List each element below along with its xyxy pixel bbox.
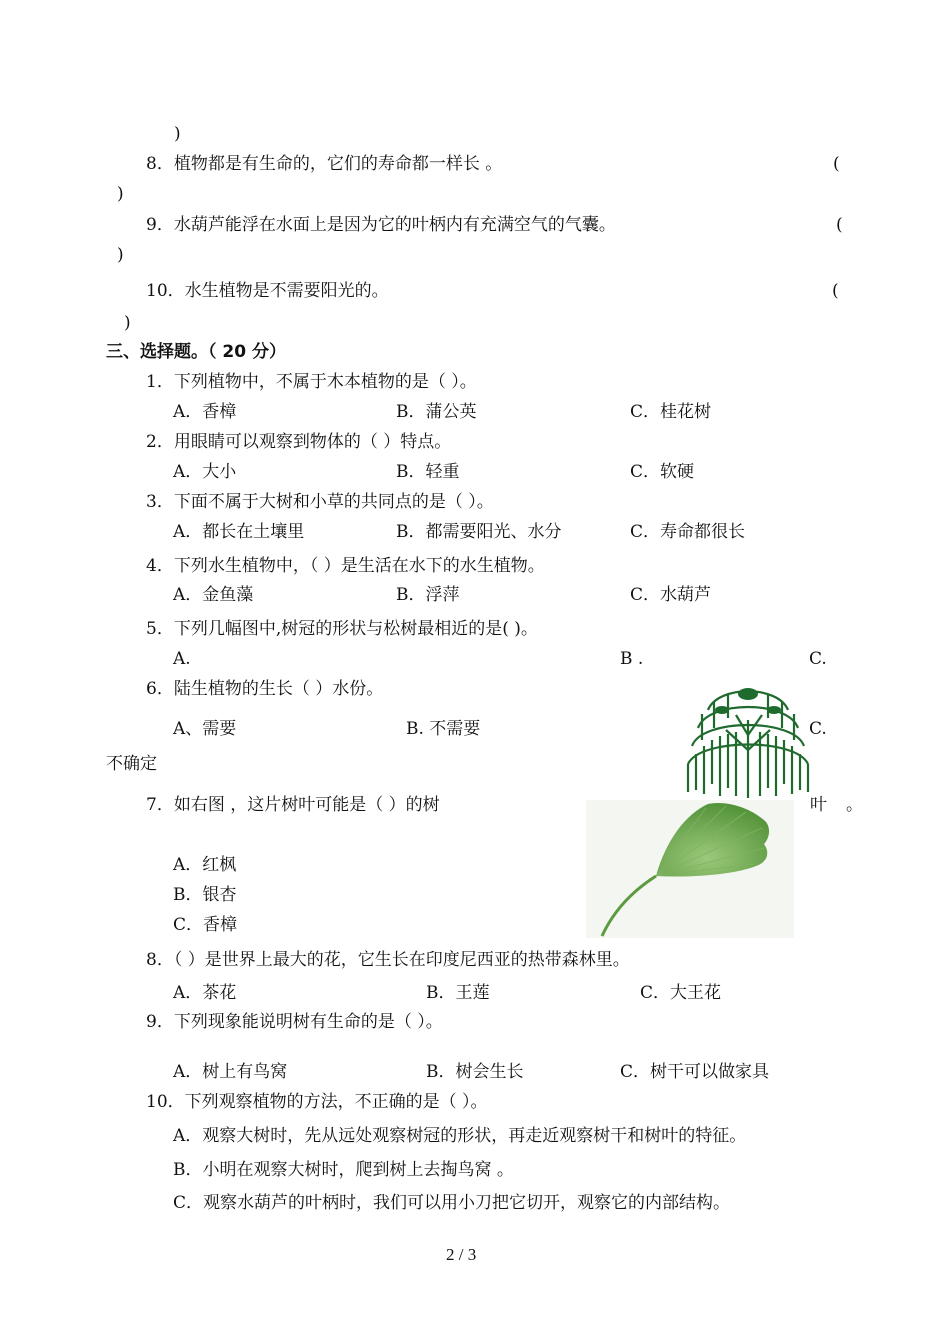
judge-question-8: 8．植物都是有生命的，它们的寿命都一样长 。: [146, 154, 503, 174]
option-a: A．红枫: [173, 855, 237, 875]
option-c: C．桂花树: [630, 402, 712, 422]
question-7-tail: 叶: [810, 795, 827, 815]
option-b: B．王莲: [426, 983, 490, 1003]
option-c: C.: [809, 719, 827, 739]
option-b: B．轻重: [396, 462, 460, 482]
option-c: C．树干可以做家具: [620, 1062, 770, 1082]
option-c: C．大王花: [640, 983, 722, 1003]
continued-paren: ): [174, 124, 181, 144]
option-c: C．观察水葫芦的叶柄时，我们可以用小刀把它切开，观察它的内部结构。: [173, 1193, 731, 1213]
choice-question-10: 10．下列观察植物的方法，不正确的是（ ）。: [146, 1092, 488, 1112]
option-a: A、需要: [173, 719, 237, 739]
choice-question-7: 7．如右图 ，这片树叶可能是（ ）的树: [146, 795, 440, 815]
section-title: 三、选择题。（ 20 分）: [106, 342, 286, 362]
option-a: A．茶花: [173, 983, 237, 1003]
answer-paren-open: (: [836, 215, 843, 235]
option-a: A．树上有鸟窝: [173, 1062, 288, 1082]
judge-question-10: 10．水生植物是不需要阳光的。: [146, 281, 389, 301]
answer-paren-open: (: [833, 154, 840, 174]
choice-question-2: 2．用眼睛可以观察到物体的（ ）特点。: [146, 432, 452, 452]
page-number: 2 / 3: [446, 1245, 477, 1264]
answer-paren-close: ): [117, 245, 124, 265]
choice-question-9: 9．下列现象能说明树有生命的是（ ）。: [146, 1012, 443, 1032]
option-c: C．水葫芦: [630, 585, 712, 605]
option-b: B .: [620, 649, 644, 669]
option-a: A．观察大树时，先从远处观察树冠的形状，再走近观察树干和树叶的特征。: [173, 1126, 747, 1146]
choice-question-5: 5．下列几幅图中,树冠的形状与松树最相近的是( )。: [146, 619, 538, 639]
option-a: A．都长在土壤里: [173, 522, 305, 542]
choice-question-3: 3．下面不属于大树和小草的共同点的是（ ）。: [146, 492, 494, 512]
choice-question-8: 8．（ ）是世界上最大的花，它生长在印度尼西亚的热带森林里。: [146, 950, 630, 970]
willow-tree-image: [678, 680, 818, 800]
option-c: C．软硬: [630, 462, 695, 482]
answer-paren-open: (: [832, 281, 839, 301]
choice-question-6: 6．陆生植物的生长（ ）水份。: [146, 679, 384, 699]
option-c: C.: [809, 649, 827, 669]
option-b: B. 不需要: [406, 719, 481, 739]
option-a: A．金鱼藻: [173, 585, 254, 605]
option-b: B．浮萍: [396, 585, 460, 605]
option-c-continued: 不确定: [106, 754, 157, 774]
option-a: A.: [173, 649, 191, 669]
option-a: A．大小: [173, 462, 237, 482]
option-b: B．小明在观察大树时，爬到树上去掏鸟窝 。: [173, 1160, 514, 1180]
judge-question-9: 9．水葫芦能浮在水面上是因为它的叶柄内有充满空气的气囊。: [146, 215, 616, 235]
answer-paren-close: ): [117, 184, 124, 204]
question-7-period: 。: [846, 795, 863, 815]
option-b: B．树会生长: [426, 1062, 524, 1082]
option-a: A．香樟: [173, 402, 237, 422]
answer-paren-close: ): [124, 313, 131, 333]
choice-question-4: 4．下列水生植物中，（ ）是生活在水下的水生植物。: [146, 556, 545, 576]
option-b: B．都需要阳光、水分: [396, 522, 562, 542]
option-b: B．蒲公英: [396, 402, 477, 422]
ginkgo-leaf-image: [586, 800, 794, 938]
option-c: C．香樟: [173, 915, 238, 935]
option-c: C．寿命都很长: [630, 522, 746, 542]
choice-question-1: 1．下列植物中，不属于木本植物的是（ ）。: [146, 372, 477, 392]
option-b: B．银杏: [173, 885, 237, 905]
